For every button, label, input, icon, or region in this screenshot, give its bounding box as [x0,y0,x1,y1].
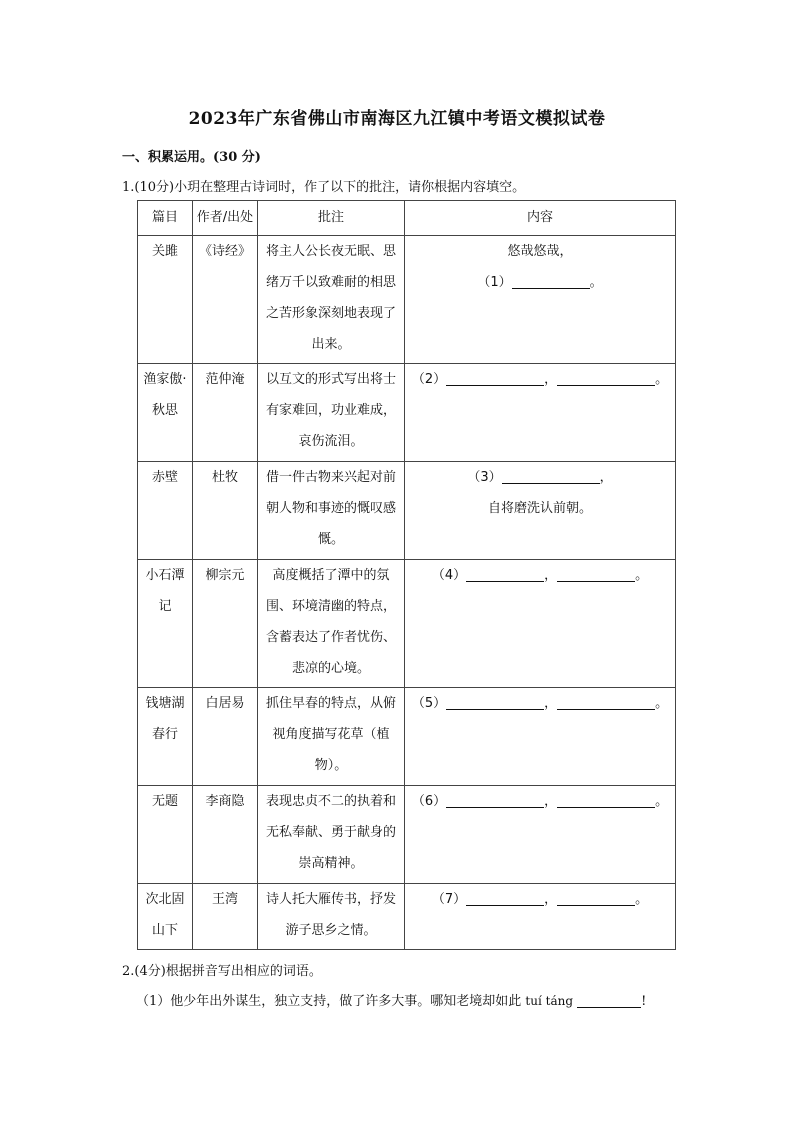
answer-blank[interactable] [557,695,655,710]
table-row [138,786,676,884]
answer-blank[interactable] [577,993,641,1008]
header-author: 作者/出处 [193,201,258,236]
question-1-stem: 1.(10分)小玥在整理古诗词时，作了以下的批注，请你根据内容填空。 [122,180,526,195]
punct: 。 [589,275,603,290]
cell-note: 表现忠贞不二的执着和无私奉献、勇于献身的崇高精神。 [258,786,405,884]
table-header-row [138,201,676,236]
punct: ， [544,568,558,583]
answer-blank[interactable] [466,567,544,582]
answer-blank[interactable] [557,567,635,582]
cell-author: 白居易 [193,688,258,786]
cell-note: 将主人公长夜无眠、思绪万千以致难耐的相思之苦形象深刻地表现了出来。 [258,236,405,364]
cell-note: 高度概括了潭中的氛围、环境清幽的特点，含蓄表达了作者忧伤、悲凉的心境。 [258,560,405,688]
punct: 。 [635,892,649,907]
punct: 。 [655,794,669,809]
cell-author: 《诗经》 [193,236,258,364]
cell-author: 王湾 [193,884,258,950]
punct: 。 [655,372,669,387]
cell-note: 借一件古物来兴起对前朝人物和事迹的慨叹感慨。 [258,462,405,560]
blank-label: （7） [431,892,467,907]
cell-content [405,236,676,364]
cell-author: 李商隐 [193,786,258,884]
pinyin-hint: tuí táng [525,994,574,1008]
cell-note: 诗人托大雁传书，抒发游子思乡之情。 [258,884,405,950]
cell-author: 杜牧 [193,462,258,560]
question-2-stem: 2.(4分)根据拼音写出相应的词语。 [122,964,322,979]
content-line: 悠哉悠哉， [507,244,573,259]
header-content: 内容 [405,201,676,236]
page-title: 2023年广东省佛山市南海区九江镇中考语文模拟试卷 [188,109,606,129]
punct: ， [544,892,558,907]
answer-blank[interactable] [512,274,590,289]
cell-content [405,884,676,950]
cell-content [405,688,676,786]
table-row [138,462,676,560]
answer-blank[interactable] [446,695,544,710]
answer-blank[interactable] [557,891,635,906]
blank-label: （3） [467,470,502,485]
content-line [407,267,673,298]
content-line: 自将磨洗认前朝。 [487,501,592,516]
cell-author: 柳宗元 [193,560,258,688]
cell-title: 关雎 [138,236,193,364]
cell-note: 以互文的形式写出将士有家难回，功业难成，哀伤流泪。 [258,364,405,462]
table-row [138,560,676,688]
cell-note: 抓住早春的特点，从俯视角度描写花草（植物）。 [258,688,405,786]
answer-blank[interactable] [466,891,544,906]
blank-label: （4） [431,568,467,583]
punct: 。 [655,696,669,711]
blank-label: （5） [411,696,447,711]
poem-table [137,200,676,950]
punct: ， [544,696,558,711]
question-2-item-1 [136,990,646,1009]
answer-blank[interactable] [446,371,544,386]
cell-author: 范仲淹 [193,364,258,462]
table-row [138,364,676,462]
punct: ! [641,994,647,1009]
answer-blank[interactable] [557,371,655,386]
answer-blank[interactable] [446,793,544,808]
punct: 。 [635,568,649,583]
table-row [138,884,676,950]
cell-content [405,364,676,462]
section-heading: 一、积累运用。(30 分) [122,150,261,165]
cell-content [405,462,676,560]
content-line [407,462,673,493]
cell-title: 小石潭记 [138,560,193,688]
table-row [138,236,676,364]
cell-title: 次北固山下 [138,884,193,950]
punct: ， [544,372,558,387]
header-note: 批注 [258,201,405,236]
blank-label: （1） [477,275,512,290]
answer-blank[interactable] [502,469,600,484]
cell-content [405,786,676,884]
cell-title: 无题 [138,786,193,884]
punct: ， [599,470,613,485]
punct: ， [544,794,558,809]
cell-title: 赤壁 [138,462,193,560]
cell-title: 渔家傲·秋思 [138,364,193,462]
cell-content [405,560,676,688]
sentence-text: （1）他少年出外谋生，独立支持，做了许多大事。哪知老境却如此 [136,994,522,1009]
header-title: 篇目 [138,201,193,236]
answer-blank[interactable] [557,793,655,808]
table-row [138,688,676,786]
cell-title: 钱塘湖春行 [138,688,193,786]
blank-label: （2） [411,372,447,387]
blank-label: （6） [411,794,447,809]
